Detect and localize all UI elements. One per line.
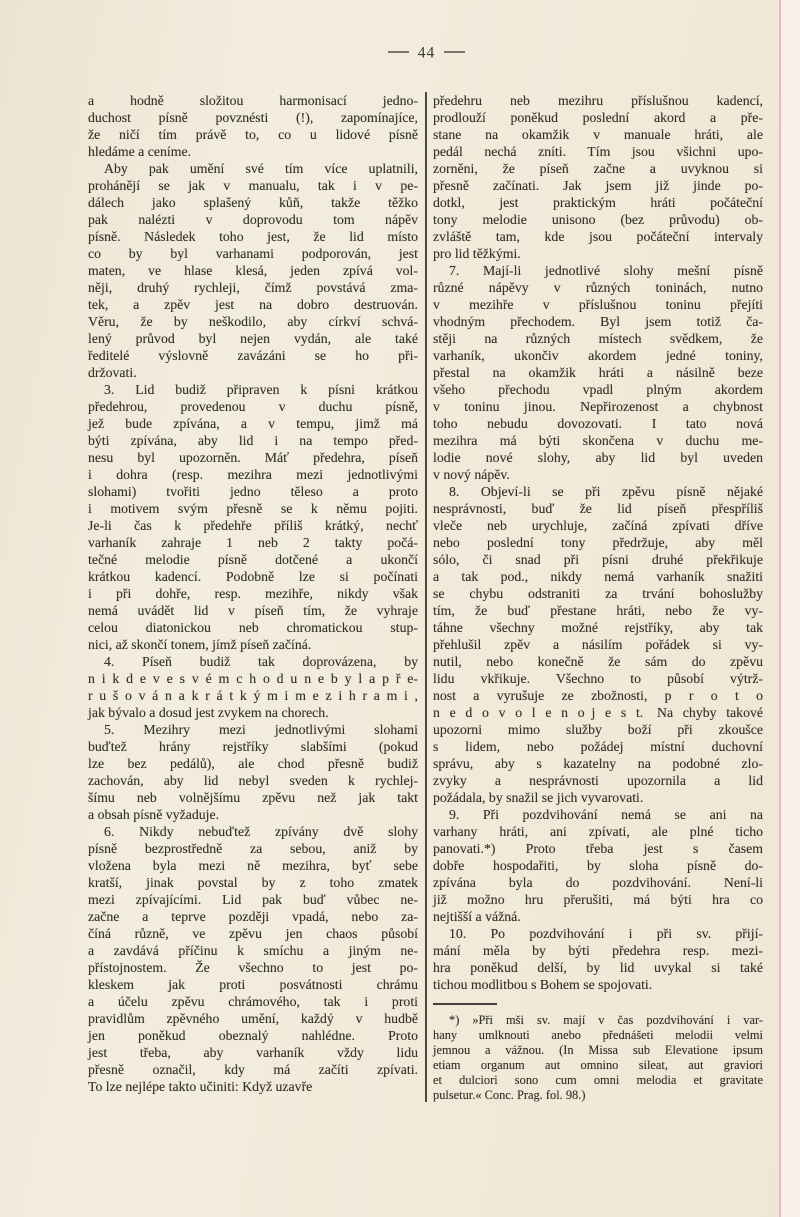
text-line: i dohra (resp. mezihra mezi jednotlivými bbox=[88, 467, 418, 482]
text-line: celou diatonickou neb chromatickou stup- bbox=[88, 620, 418, 635]
text-line: zachován, aby lid nebyl sveden k rychlej- bbox=[88, 773, 418, 788]
text-line: pak nalézti v doprovodu tom nápěv bbox=[88, 212, 418, 227]
text-line: 10. Po pozdvihování i při sv. přijí- bbox=[449, 926, 763, 941]
text-line: jež bude zpívána, a v tempu, jimž má bbox=[88, 416, 418, 431]
text-line: nici, až skončí tonem, jímž píseň začíná. bbox=[88, 637, 312, 652]
text-line: písně bezprostředně za sebou, aniž by bbox=[88, 841, 418, 856]
text-line: zorněni, že píseň začne a uvyknou si bbox=[433, 161, 763, 176]
text-line: jak bývalo a dosud jest zvykem na chorech. bbox=[88, 705, 329, 720]
text-line: lidu vkřikuje. Všechno to působí výtrž- bbox=[433, 671, 763, 686]
text-line: 6. Nikdy nebuďtež zpívány dvě slohy bbox=[104, 824, 418, 839]
text-line: toho nebudu dovozovati. I tato nová bbox=[433, 416, 763, 431]
text-line: krátkou kadencí. Podobně lze si počínati bbox=[88, 569, 418, 584]
right-column bbox=[433, 92, 763, 1102]
text-line: ředitelé výslovně zavázáni se ho při- bbox=[88, 348, 418, 363]
text-line: varhaník zahraje 1 neb 2 takty počá- bbox=[88, 535, 418, 550]
page-header bbox=[88, 44, 765, 64]
text-line: nesprávnosti, buď že lid píseň přespříliš bbox=[433, 501, 763, 516]
page-edge-pink-line bbox=[779, 0, 781, 1217]
text-line: et dulciori sono cum omni melodia et gravitate bbox=[433, 1072, 763, 1087]
text-line: s lidem, nebo požádej místní duchovní bbox=[433, 739, 763, 754]
text-line: tichou modlitbou s Bohem se spojovati. bbox=[433, 977, 653, 992]
text-line: 8. Objeví-li se při zpěvu písně nějaké bbox=[449, 484, 763, 499]
text-line: 5. Mezihry mezi jednotlivými slohami bbox=[104, 722, 418, 737]
text-line: varhany hráti, ani zpívati, ale plné ticho bbox=[433, 824, 763, 839]
text-line: hledáme a ceníme. bbox=[88, 144, 192, 159]
text-line: v nový nápěv. bbox=[433, 467, 510, 482]
text-line: všeho přechodu vpadl plným akordem bbox=[433, 382, 763, 397]
text-line: zvyky a nesprávnosti upozornila a lid bbox=[433, 773, 763, 788]
text-line: 9. Při pozdvihování nemá se ani na bbox=[449, 807, 763, 822]
text-line: n i k d e v e s v é m c h o d u n e b y l a p ř e- bbox=[88, 671, 418, 686]
text-line: jen poněkud obeznalý nahlédne. Proto bbox=[88, 1028, 418, 1043]
text-line: se chybu odstraniti za trvání bohoslužby bbox=[433, 586, 763, 601]
text-line: předehru neb mezihru příslušnou kadencí, bbox=[433, 93, 763, 108]
text-line: že ničí tím právě to, co u lidové písně bbox=[88, 127, 418, 142]
text-line: různé nápěvy v různých toninách, nutno bbox=[433, 280, 763, 295]
page-number: 44 bbox=[417, 44, 436, 62]
text-line: *) »Při mši sv. mají v čas pozdvihování i var- bbox=[449, 1013, 763, 1027]
text-line: přestal na okamžik hráti a násilně beze bbox=[433, 365, 763, 380]
paragraph bbox=[88, 653, 418, 721]
paragraph bbox=[88, 92, 418, 160]
text-line: lený průvod byl nejen vydán, ale také bbox=[88, 331, 418, 346]
text-line: tečné melodie písně dotčené a ukončí bbox=[88, 552, 418, 567]
text-line: hra poněkud delší, by lid uvykal si také bbox=[433, 960, 763, 975]
text-line: přístojnostem. Že všechno to jest po- bbox=[88, 960, 418, 975]
text-line: číná různě, ve zpěvu jen chaos působí bbox=[88, 926, 418, 941]
text-line: duchost písně povznésti (!), zapomínajíce, bbox=[88, 110, 418, 125]
text-line: a obsah písně vyžaduje. bbox=[88, 807, 220, 822]
text-columns bbox=[88, 92, 765, 1102]
text-line: slohami) tvořiti jedno těleso a proto bbox=[88, 484, 418, 499]
text-line: dobře hospodařiti, by sloha písně do- bbox=[433, 858, 763, 873]
text-line: prohánějí se jak v manualu, tak i v pe- bbox=[88, 178, 418, 193]
text-line: přesně označil, kdy má začíti zpívati. bbox=[88, 1062, 418, 1077]
text-line: mezi zpívajícími. Lid pak buď vůbec ne- bbox=[88, 892, 418, 907]
text-line: zpívána byla do pozdvihování. Není-li bbox=[433, 875, 763, 890]
text-line: jemnou a vážnou. (In Missa sub Elevatione ipsum bbox=[433, 1042, 763, 1057]
text-line: nemá uvádět lid v píseň tím, že vyhraje bbox=[88, 603, 418, 618]
text-line: a účelu zpěvu chrámového, tak i proti bbox=[88, 994, 418, 1009]
text-line: upozorni mimo služby boží při zkoušce bbox=[433, 722, 763, 737]
text-line: nebo poslední tony předržuje, aby měl bbox=[433, 535, 763, 550]
text-line: maten, ve hlase klesá, jeden zpívá vol- bbox=[88, 263, 418, 278]
text-line: mezihra má býti skončena v duchu me- bbox=[433, 433, 763, 448]
paragraph bbox=[433, 262, 763, 483]
text-line: tony melodie unisono (bez průvodu) ob- bbox=[433, 212, 763, 227]
text-line: vložena byla mezi ně mezihra, byť sebe bbox=[88, 858, 418, 873]
text-line: a tak pod., nikdy nemá varhaník snažiti bbox=[433, 569, 763, 584]
text-line: šímu neb volnějšímu zpěvu než jak takt bbox=[88, 790, 418, 805]
text-line: přesně začínati. Jak jsem již jinde po- bbox=[433, 178, 763, 193]
text-line: vhodným přechodem. Byl jsem totiž ča- bbox=[433, 314, 763, 329]
text-line: 4. Píseň budiž tak doprovázena, by bbox=[104, 654, 418, 669]
text-line: Je-li čas k předehře příliš krátký, nechť bbox=[88, 518, 418, 533]
right-column-text bbox=[433, 92, 763, 993]
text-line: buďtež hrány rejstříky slabšími (pokud bbox=[88, 739, 418, 754]
text-line: stane na okamžik v manuale hráti, ale bbox=[433, 127, 763, 142]
text-line: sólo, či snad při písni druhé překřikuje bbox=[433, 552, 763, 567]
text-line: písně. Následek toho jest, že lid místo bbox=[88, 229, 418, 244]
text-line: dálech jako splašený kůň, takže těžko bbox=[88, 195, 418, 210]
text-line: pravidlům zpěvného umění, každý v hudbě bbox=[88, 1011, 418, 1026]
text-line: kratší, jinak povstal by z toho zmatek bbox=[88, 875, 418, 890]
text-line: Aby pak umění své tím více uplatnili, bbox=[104, 161, 418, 176]
text-line: lodie nové slohy, aby lid byl uveden bbox=[433, 450, 763, 465]
text-line: pro lid těžkými. bbox=[433, 246, 521, 261]
text-line: jest třeba, aby varhaník vždy lidu bbox=[88, 1045, 418, 1060]
text-line: kleskem jak proti posvátnosti chrámu bbox=[88, 977, 418, 992]
text-line: přehlušil zpěv a násilím pořádek si vy- bbox=[433, 637, 763, 652]
column-divider-line bbox=[425, 92, 427, 1102]
paragraph bbox=[433, 1013, 763, 1102]
text-line: pulsetur.« Conc. Prag. fol. 98.) bbox=[433, 1087, 586, 1102]
text-line: 7. Mají-li jednotlivé slohy mešní písně bbox=[449, 263, 763, 278]
text-line: a zavdává příčinu k smíchu a jiným ne- bbox=[88, 943, 418, 958]
text-line: držovati. bbox=[88, 365, 137, 380]
text-line: panovati.*) Proto třeba jest s časem bbox=[433, 841, 763, 856]
text-line: nutil, nebo konečně že sám do zpěvu bbox=[433, 654, 763, 669]
page-number-rule-right bbox=[444, 51, 465, 53]
text-line: i při dohře, resp. mezihře, nikdy však bbox=[88, 586, 418, 601]
paragraph bbox=[433, 92, 763, 262]
text-line: tím, že buď přestane hráti, nebo že vy- bbox=[433, 603, 763, 618]
page-right-edge bbox=[781, 0, 800, 1217]
text-line: co by byl varhanami podporován, jest bbox=[88, 246, 418, 261]
text-line: táhne všechny možné rejstříky, aby tak bbox=[433, 620, 763, 635]
text-line: 3. Lid budiž připraven k písni krátkou bbox=[104, 382, 418, 397]
text-line: předehrou, provedenou v duchu písně, bbox=[88, 399, 418, 414]
text-line: pedál nechá zníti. Tím jsou všichni upo- bbox=[433, 144, 763, 159]
text-line: a hodně složitou harmonisací jedno- bbox=[88, 93, 418, 108]
paragraph bbox=[88, 160, 418, 381]
text-line: správu, aby s kazatelny na podobné zlo- bbox=[433, 756, 763, 771]
text-line: To lze nejlépe takto učiniti: Když uzavře bbox=[88, 1079, 313, 1094]
paragraph bbox=[88, 381, 418, 653]
text-line: něji, druhý rychleji, čímž povstává zma- bbox=[88, 280, 418, 295]
page-number-rule-left bbox=[388, 51, 409, 53]
text-line: i motivem svým přesně se k němu pojiti. bbox=[88, 501, 418, 516]
footnote-separator-rule bbox=[433, 1003, 497, 1005]
text-line: lze bez pedálů), ale chod přesně budiž bbox=[88, 756, 418, 771]
left-column bbox=[88, 92, 418, 1102]
text-line: začne a teprve později vpadá, nebo za- bbox=[88, 909, 418, 924]
text-line: nesu byl upozorněn. Máť předehra, píseň bbox=[88, 450, 418, 465]
text-line: stěji na různých místech svědkem, že bbox=[433, 331, 763, 346]
paragraph bbox=[88, 721, 418, 823]
paragraph bbox=[433, 925, 763, 993]
text-line: r u š o v á n a k r á t k ý m i m e z i h r a m i , bbox=[88, 688, 418, 703]
text-line: zvláště tam, kde jsou počáteční intervaly bbox=[433, 229, 763, 244]
text-line: etiam organum aut omnino sileat, aut graviori bbox=[433, 1057, 763, 1072]
text-line: varhaník, ukončiv akordem jedné toniny, bbox=[433, 348, 763, 363]
footnote bbox=[433, 1013, 763, 1102]
text-line: býti zpívána, aby lid i na tempo před- bbox=[88, 433, 418, 448]
text-line: prodlouží poněkud poslední akord a pře- bbox=[433, 110, 763, 125]
paragraph bbox=[88, 823, 418, 1095]
text-line: mání měla by býti předehra resp. mezi- bbox=[433, 943, 763, 958]
page-content bbox=[88, 44, 765, 1102]
paragraph bbox=[433, 806, 763, 925]
paragraph bbox=[433, 483, 763, 806]
text-line: Věru, že by neškodilo, aby církví schvá- bbox=[88, 314, 418, 329]
text-line: požádala, by snažil se jich vyvarovati. bbox=[433, 790, 644, 805]
text-line: v mezihře v příslušnou toninu přejíti bbox=[433, 297, 763, 312]
text-line: n e d o v o l e n o j e s t. Na chyby takové bbox=[433, 705, 763, 720]
text-line: vleče neb urychluje, začíná zpívati dříve bbox=[433, 518, 763, 533]
text-line: nejtišší a vážná. bbox=[433, 909, 521, 924]
text-line: tek, a zpěv jest na dobro destruován. bbox=[88, 297, 418, 312]
text-line: nost a vyrušuje ze zbožnosti, p r o t o bbox=[433, 688, 763, 703]
text-line: hany umlknouti anebo přednášeti melodii velmi bbox=[433, 1027, 763, 1042]
text-line: dotkl, jest praktickým hráti počáteční bbox=[433, 195, 763, 210]
text-line: v toninu jinou. Nepřirozenost a chybnost bbox=[433, 399, 763, 414]
text-line: již možno hru přerušiti, má býti hra co bbox=[433, 892, 763, 907]
